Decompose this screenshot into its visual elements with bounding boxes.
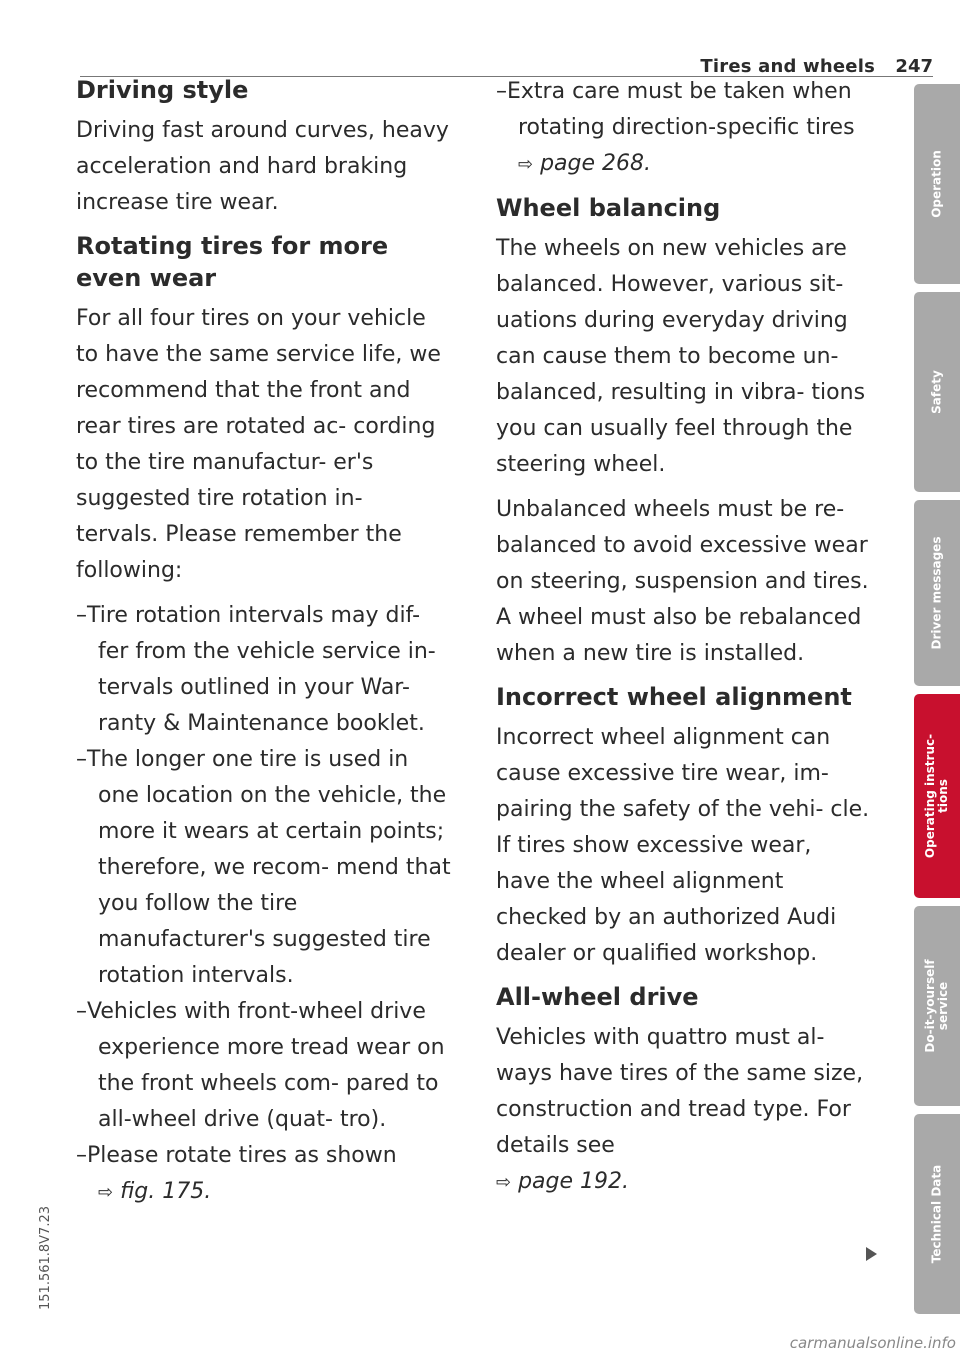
heading-driving-style: Driving style xyxy=(76,76,249,104)
bullet-direction-text: –Extra care must be taken when rotating direction-specific tires xyxy=(496,79,855,140)
heading-wheel-balancing: Wheel balancing xyxy=(496,194,721,222)
sidebar-tab-technical-data[interactable] xyxy=(914,1114,960,1314)
continue-triangle-icon xyxy=(866,1247,877,1261)
sidebar-tab-label: Driver messages xyxy=(929,536,944,650)
sidebar-tab-do-it-yourself-service[interactable] xyxy=(914,906,960,1106)
bullet-longer-use: –The longer one tire is used in one location on the vehicle, the more it wears at certain points; therefore, we recom- mend that you follow the tire manufacturer's suggested tire rotation intervals. xyxy=(76,747,451,988)
bullet-rotate-text: –Please rotate tires as shown xyxy=(76,1143,397,1168)
margin-document-code: 151.561.8V7.23 xyxy=(38,1206,53,1310)
heading-incorrect-alignment: Incorrect wheel alignment xyxy=(496,683,852,711)
bullet-front-wheel-drive: –Vehicles with front-wheel drive experience more tread wear on the front wheels com- pared to all-wheel drive (quat- tro). xyxy=(76,999,445,1132)
paragraph-all-wheel-drive-text: Vehicles with quattro must al- ways have tires of the same size, construction and tread type. For details see xyxy=(496,1025,864,1158)
page-reference-link[interactable]: page 268. xyxy=(540,151,652,176)
figure-reference-link[interactable]: fig. 175. xyxy=(120,1179,212,1204)
paragraph-incorrect-alignment: Incorrect wheel alignment can cause excessive tire wear, im- pairing the safety of the vehi- cle. If tires show excessive wear, have the wheel alignment checked by an authorized Audi dealer or qualified workshop. xyxy=(496,725,870,966)
sidebar-tab-label: Operation xyxy=(929,150,944,218)
bullet-direction-specific xyxy=(496,74,871,183)
sidebar-tab-operating-instructions[interactable] xyxy=(914,694,960,898)
reference-arrow-icon: ⇨ xyxy=(98,1182,114,1203)
sidebar-tab-operation[interactable] xyxy=(914,84,960,284)
watermark: carmanualsonline.info xyxy=(789,1334,956,1352)
heading-rotating-tires: Rotating tires for more even wear xyxy=(76,232,389,292)
sidebar-tab-label: Operating instruc- tions xyxy=(923,733,950,859)
sidebar-tab-safety[interactable] xyxy=(914,292,960,492)
page-number: 247 xyxy=(895,56,933,77)
reference-arrow-icon: ⇨ xyxy=(496,1172,512,1193)
bullet-rotate-as-shown xyxy=(76,1138,451,1211)
paragraph-wheel-balancing: The wheels on new vehicles are balanced. However, various sit- uations during everyday driving can cause them to become un- balanced, resulting in vibra- tions you can usually feel through the steering wheel. xyxy=(496,236,866,477)
heading-all-wheel-drive: All-wheel drive xyxy=(496,983,699,1011)
sidebar-tab-label: Technical Data xyxy=(929,1164,944,1264)
sidebar-tab-label: Safety xyxy=(929,370,944,414)
sidebar-tab-driver-messages[interactable] xyxy=(914,500,960,686)
paragraph-unbalanced-wheels: Unbalanced wheels must be re- balanced to avoid excessive wear on steering, suspension and tires. A wheel must also be rebalanced when a new tire is installed. xyxy=(496,497,869,666)
section-title: Tires and wheels xyxy=(700,56,875,77)
left-column xyxy=(76,74,451,1211)
paragraph-rotating-tires: For all four tires on your vehicle to have the same service life, we recommend that the front and rear tires are rotated ac- cording to the tire manufactur- er's suggested tire rotation in- tervals. Please remember the following: xyxy=(76,306,441,583)
page-header xyxy=(80,46,933,77)
paragraph-all-wheel-drive xyxy=(496,1020,871,1201)
paragraph-driving-style: Driving fast around curves, heavy acceleration and hard braking increase tire wear. xyxy=(76,118,449,215)
sidebar-tab-label: Do-it-yourself service xyxy=(923,959,950,1053)
page-reference-link[interactable]: page 192. xyxy=(518,1169,630,1194)
bullet-rotation-intervals: –Tire rotation intervals may dif- fer from the vehicle service in- tervals outlined in your War- ranty & Maintenance booklet. xyxy=(76,603,436,736)
right-column xyxy=(496,74,871,1210)
reference-arrow-icon: ⇨ xyxy=(518,154,534,175)
